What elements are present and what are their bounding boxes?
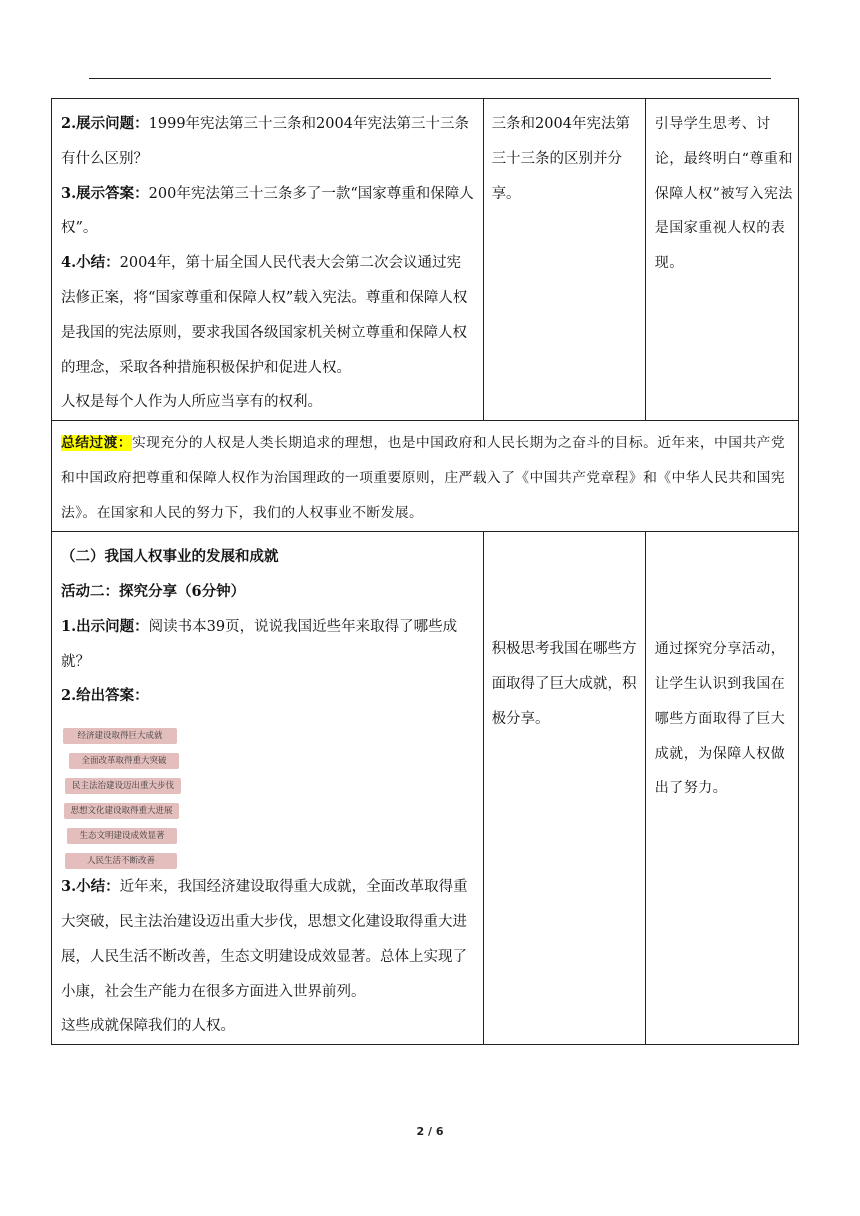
paragraph (61, 246, 475, 385)
summary-cell (52, 421, 799, 532)
table-row (52, 99, 799, 421)
student-activity-cell (483, 99, 645, 421)
summary-text: 实现充分的人权是人类长期追求的理想，也是中国政府和人民长期为之奋斗的目标。近年来，中国共产党和中国政府把尊重和保障人权作为治国理政的一项重要原则，庄严载入了《中国共产党章程》和《中华人民共和国宪法》。在国家和人民的努力下，我们的人权事业不断发展。 (61, 435, 786, 522)
achievement-pill: 民主法治建设迈出重大步伐 (65, 778, 181, 794)
item-text: 人权是每个人作为人所应当享有的权利。 (61, 394, 322, 411)
design-intent-text: 通过探究分享活动，让学生认识到我国在哪些方面取得了巨大成就，为保障人权做出了努力。 (654, 641, 786, 797)
item-text: 这些成就保障我们的人权。 (61, 1018, 235, 1035)
table-row (52, 421, 799, 532)
header-rule (89, 78, 771, 79)
item-label: 2.展示问题： (61, 115, 149, 132)
item-text: 2004年，第十届全国人民代表大会第二次会议通过宪法修正案，将“国家尊重和保障人权”载入宪法。尊重和保障人权是我国的宪法原则，要求我国各级国家机关树立尊重和保障人权的理念，采取各种措施积极保护和促进人权。 (61, 255, 468, 376)
item-label: 3.展示答案： (61, 184, 149, 202)
section-title: （二）我国人权事业的发展和成就 (61, 548, 279, 566)
achievement-pill: 全面改革取得重大突破 (69, 753, 179, 769)
item-label: 1.出示问题： (61, 617, 149, 635)
activity-title: 活动二：探究分享（6分钟） (61, 582, 246, 600)
achievement-pill: 生态文明建设成效显著 (67, 828, 177, 844)
achievement-pill: 经济建设取得巨大成就 (63, 728, 177, 744)
paragraph (61, 107, 475, 177)
design-intent-cell (645, 532, 798, 1045)
teacher-activity-cell (52, 99, 484, 421)
student-activity-cell (483, 532, 645, 1045)
design-intent-text: 引导学生思考、讨论，最终明白“尊重和保障人权”被写入宪法是国家重视人权的表现。 (654, 116, 793, 272)
summary-label: 总结过渡： (61, 435, 132, 452)
answer-label: 2.给出答案： (61, 687, 149, 705)
item-text: 200年宪法第三十三条多了一款“国家尊重和保障人权”。 (61, 185, 474, 237)
summary-paragraph (52, 421, 798, 531)
student-activity-text: 三条和2004年宪法第三十三条的区别并分享。 (491, 116, 630, 202)
item-text: 阅读书本39页，说说我国近些年来取得了哪些成就？ (61, 618, 458, 670)
lesson-plan-table (51, 98, 799, 1045)
item-text: 1999年宪法第三十三条和2004年宪法第三十三条有什么区别？ (61, 116, 469, 167)
student-activity-text: 积极思考我国在哪些方面取得了巨大成就，积极分享。 (491, 641, 637, 727)
item-label: 3.小结： (61, 878, 120, 896)
achievements-graphic (61, 718, 475, 870)
item-text: 近年来，我国经济建设取得重大成就，全面改革取得重大突破，民主法治建设迈出重大步伐，思想文化建设取得重大进展，人民生活不断改善，生态文明建设成效显著。总体上实现了小康，社会生产能力在很多方面进入世界前列。 (61, 879, 468, 1000)
achievement-pill: 思想文化建设取得重大进展 (64, 803, 179, 819)
page-number: 2 / 6 (416, 1125, 444, 1138)
table-row (52, 532, 799, 1045)
design-intent-cell (645, 99, 798, 421)
achievement-pill: 人民生活不断改善 (65, 853, 177, 869)
paragraph (61, 610, 475, 680)
paragraph (61, 870, 475, 1009)
paragraph (61, 177, 475, 247)
paragraph (61, 385, 475, 420)
teacher-activity-cell (52, 532, 484, 1045)
paragraph (61, 1009, 475, 1044)
item-label: 4.小结： (61, 254, 120, 272)
